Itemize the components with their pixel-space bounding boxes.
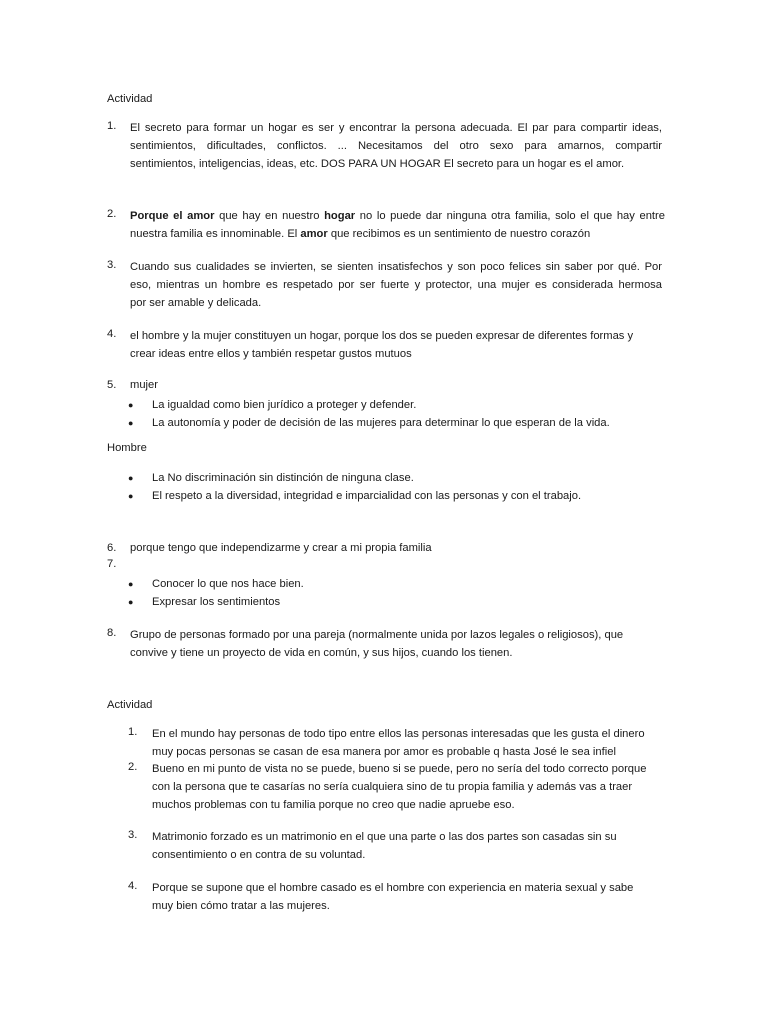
- activity-heading: Actividad: [107, 699, 153, 711]
- answer-1-line: El secreto para formar un hogar es ser y encontrar la persona adecuada. El par para compartir ideas,: [130, 122, 662, 134]
- answer-8-line: Grupo de personas formado por una pareja (normalmente unida por lazos legales o religiosos), que: [130, 629, 624, 641]
- answer-3-line: eso, mientras un hombre es respetado por ser fuerte y protector, una mujer es considerada hermosa: [130, 278, 662, 291]
- answer-2-line: [130, 208, 665, 226]
- item-number: 3.: [107, 259, 117, 271]
- text-span: que hay en nuestro: [214, 210, 325, 222]
- bullet-icon: ●: [128, 473, 134, 483]
- answer-3-line: por ser amable y delicada.: [130, 296, 262, 309]
- item-number: 4.: [128, 880, 138, 892]
- bullet-icon: ●: [128, 597, 134, 607]
- answer-2-4: [152, 880, 667, 916]
- answer-4: [130, 328, 665, 364]
- bullet-text: La igualdad como bien jurídico a proteger y defender.: [152, 399, 417, 411]
- answer-3: [130, 259, 662, 312]
- bullet-text: Conocer lo que nos hace bien.: [152, 578, 304, 590]
- text-span: que recibimos es un sentimiento de nuestro corazón: [327, 227, 591, 240]
- bullet-icon: ●: [128, 579, 134, 589]
- answer-4-line: crear ideas entre ellos y también respetar gustos mutuos: [130, 347, 412, 360]
- item-number: 3.: [128, 829, 138, 841]
- answer-8-line: convive y tiene un proyecto de vida en común, y sus hijos, cuando los tienen.: [130, 646, 513, 659]
- answer-line: Matrimonio forzado es un matrimonio en el que una parte o las dos partes son casadas sin su: [152, 831, 617, 843]
- item-number: 6.: [107, 542, 117, 554]
- item-number: 5.: [107, 379, 117, 391]
- text-span: nuestra familia es innominable. El: [130, 227, 301, 240]
- answer-2-line: [130, 226, 665, 244]
- answer-8: [130, 627, 665, 663]
- item-number: 1.: [107, 120, 117, 132]
- answer-line: Bueno en mi punto de vista no se puede, bueno si se puede, pero no sería del todo correcto porque: [152, 763, 647, 775]
- answer-6: porque tengo que independizarme y crear a mi propia familia: [130, 542, 432, 554]
- bullet-icon: ●: [128, 418, 134, 428]
- answer-2-3: [152, 829, 667, 865]
- answer-1: [130, 120, 662, 173]
- bold-phrase: hogar: [324, 210, 356, 222]
- bold-phrase: Porque el amor: [130, 210, 215, 222]
- answer-line: con la persona que te casarías no sería cualquiera sino de tu propia familia y además vas a traer: [152, 780, 633, 793]
- mujer-label: mujer: [130, 379, 158, 391]
- answer-line: muy pocas personas se casan de esa manera por amor es probable q hasta José le sea infiel: [152, 745, 616, 758]
- answer-2-2: [152, 761, 667, 814]
- answer-2-1: [152, 726, 667, 762]
- answer-4-line: el hombre y la mujer constituyen un hogar, porque los dos se pueden expresar de diferentes formas y: [130, 330, 634, 342]
- answer-2: [130, 208, 665, 244]
- text-span: no lo puede dar ninguna otra familia, solo el que hay entre: [355, 210, 665, 222]
- item-number: 2.: [107, 208, 117, 220]
- bullet-text: La autonomía y poder de decisión de las mujeres para determinar lo que esperan de la vida.: [152, 417, 610, 429]
- answer-line: Porque se supone que el hombre casado es el hombre con experiencia en materia sexual y sabe: [152, 882, 634, 894]
- bullet-text: El respeto a la diversidad, integridad e imparcialidad con las personas y con el trabajo.: [152, 490, 582, 502]
- answer-line: consentimiento o en contra de su voluntad.: [152, 848, 366, 861]
- bullet-icon: ●: [128, 491, 134, 501]
- bullet-text: Expresar los sentimientos: [152, 596, 281, 608]
- item-number: 4.: [107, 328, 117, 340]
- answer-3-line: Cuando sus cualidades se invierten, se sienten insatisfechos y son poco felices sin saber por qué. Por: [130, 261, 662, 273]
- bullet-icon: ●: [128, 400, 134, 410]
- activity-heading: Actividad: [107, 93, 153, 105]
- item-number: 2.: [128, 761, 138, 773]
- bullet-text: La No discriminación sin distinción de ninguna clase.: [152, 472, 414, 484]
- hombre-label: Hombre: [107, 442, 147, 454]
- item-number: 7.: [107, 558, 117, 570]
- answer-line: muchos problemas con tu familia porque no creo que nadie apruebe eso.: [152, 798, 515, 811]
- item-number: 8.: [107, 627, 117, 639]
- bold-phrase: amor: [300, 227, 328, 240]
- answer-line: muy bien cómo tratar a las mujeres.: [152, 899, 330, 912]
- answer-line: En el mundo hay personas de todo tipo entre ellos las personas interesadas que les gusta el dinero: [152, 728, 645, 740]
- item-number: 1.: [128, 726, 138, 738]
- answer-1-line: sentimientos, dificultades, conflictos. ... Necesitamos del otro sexo para amarnos, compartir: [130, 139, 662, 152]
- answer-1-line: sentimientos, inteligencias, ideas, etc. DOS PARA UN HOGAR El secreto para un hogar es el amor.: [130, 157, 625, 170]
